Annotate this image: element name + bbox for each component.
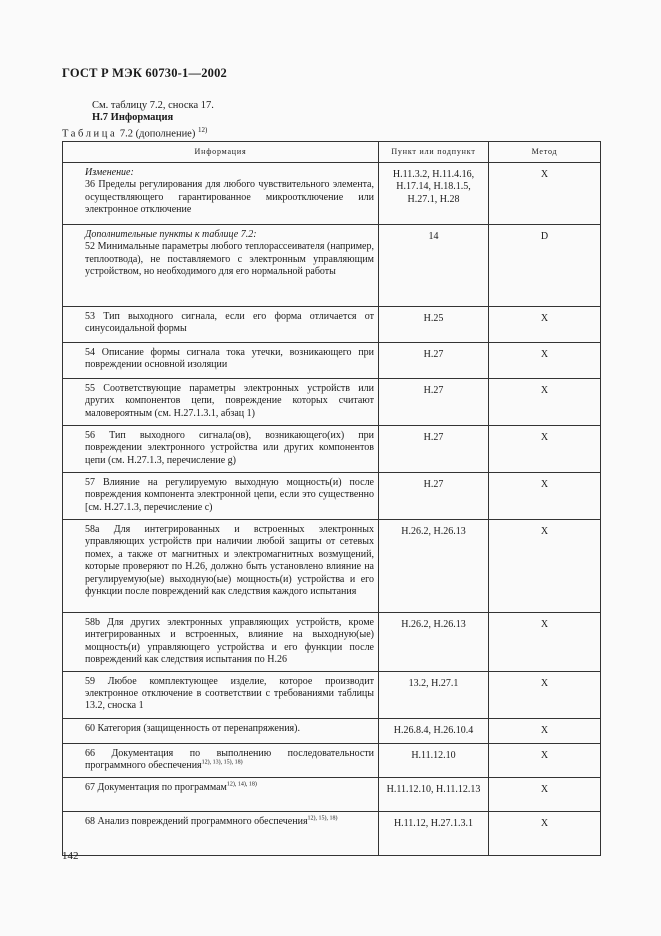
footnote-ref: 12), 13), 15), 18): [201, 760, 243, 767]
caption-text: 7.2 (дополнение): [119, 128, 196, 140]
info-text: [85, 430, 374, 467]
info-text-main: 66 Документация по выполнению последовательности программного обеспечения: [85, 748, 374, 772]
info-cell: [63, 163, 379, 225]
method-cell: X: [489, 718, 601, 743]
table-row: [63, 671, 601, 718]
ref-cell: Н.27: [379, 473, 489, 520]
info-cell: [63, 520, 379, 613]
column-header-info: Информация: [63, 142, 379, 163]
info-text: [85, 524, 374, 598]
info-text-main: 59 Любое комплектующее изделие, которое производит электронное отключение в соответствии с требованиями таблицы 13.2, сноска 1: [85, 675, 374, 712]
method-cell: X: [489, 778, 601, 812]
table-row: [63, 225, 601, 307]
ref-cell: Н.27: [379, 379, 489, 426]
information-table: [62, 141, 601, 856]
table-row: [63, 812, 601, 856]
info-text-main: 58b Для других электронных управляющих устройств, кроме интегрированных и встроенных, влияние на выходную(ые) мощность(и) управляющего устройства и его функции после повреждений как следствия испытания по Н.26: [85, 617, 374, 666]
method-cell: X: [489, 163, 601, 225]
method-cell: X: [489, 613, 601, 672]
method-cell: X: [489, 379, 601, 426]
info-text: [85, 347, 374, 372]
column-header-ref: Пункт или подпункт: [379, 142, 489, 163]
info-text-main: 58а Для интегрированных и встроенных электронных управляющих устройств при наличии любой защиты от сетевых помех, а также от магнитных и электромагнитных возмущений, которые проверяют по Н.26, должно быть установлено влияние на регулируемую(ые) выходную(ые) мощность(и) устройства и его функции после повреждений как следствия каждого испытания: [85, 524, 374, 598]
section-title: Н.7 Информация: [92, 112, 174, 123]
info-text-main: 55 Соответствующие параметры электронных устройств или других компонентов цепи, повреждение которых считают маловероятным (см. Н.27.1.3.1, абзац 1): [85, 383, 374, 419]
table-caption: [62, 126, 207, 140]
footnote-ref: 12), 14), 18): [226, 781, 257, 788]
info-text: [85, 241, 374, 278]
ref-cell: Н.27: [379, 343, 489, 379]
table-row: [63, 613, 601, 672]
ref-cell: Н.26.2, Н.26.13: [379, 520, 489, 613]
footnote-ref: 12), 15), 18): [307, 815, 338, 822]
method-cell: X: [489, 473, 601, 520]
info-text-main: 52 Минимальные параметры любого теплорассеивателя (например, теплоотвода), не поставляемого с электронным управляющим устройством, но необходимого для его нормальной работы: [85, 241, 374, 278]
info-text: [85, 676, 374, 713]
table-row: [63, 379, 601, 426]
ref-cell: Н.11.12.10: [379, 744, 489, 778]
info-text: [85, 179, 374, 216]
table-header-row: [63, 142, 601, 163]
info-text-main: 53 Тип выходного сигнала, если его форма отличается от синусоидальной формы: [85, 311, 374, 335]
info-text-main: 60 Категория (защищенность от перенапряжения).: [85, 722, 300, 734]
info-cell: [63, 307, 379, 343]
caption-footnote: 12): [197, 126, 208, 134]
info-cell: [63, 718, 379, 743]
method-cell: X: [489, 520, 601, 613]
reference-line: См. таблицу 7.2, сноска 17.: [92, 100, 214, 111]
info-cell: [63, 473, 379, 520]
table-row: [63, 744, 601, 778]
table-row: [63, 718, 601, 743]
column-header-method: Метод: [489, 142, 601, 163]
table-row: [63, 520, 601, 613]
method-cell: X: [489, 343, 601, 379]
info-text: [85, 723, 374, 735]
info-cell: [63, 812, 379, 856]
table-row: [63, 473, 601, 520]
table-body: [63, 163, 601, 856]
ref-cell: Н.11.12.10, Н.11.12.13: [379, 778, 489, 812]
table-row: [63, 163, 601, 225]
ref-cell: Н.27: [379, 426, 489, 473]
method-cell: X: [489, 812, 601, 856]
info-cell: [63, 343, 379, 379]
table-row: [63, 307, 601, 343]
ref-cell: 14: [379, 225, 489, 307]
ref-cell: Н.26.8.4, Н.26.10.4: [379, 718, 489, 743]
ref-cell: Н.25: [379, 307, 489, 343]
info-text-main: 57 Влияние на регулируемую выходную мощность(и) после повреждения компонента электронной цепи, если это существенно [см. Н.27.1.3, перечисление с): [85, 477, 374, 513]
method-cell: X: [489, 307, 601, 343]
table-row: [63, 343, 601, 379]
info-cell: [63, 613, 379, 672]
ref-cell: 13.2, Н.27.1: [379, 671, 489, 718]
ref-cell: Н.11.3.2, Н.11.4.16, Н.17.14, Н.18.1.5, Н.27.1, Н.28: [379, 163, 489, 225]
info-cell: [63, 225, 379, 307]
info-text: [85, 477, 374, 514]
info-cell: [63, 778, 379, 812]
info-subheading: Дополнительные пункты к таблице 7.2:: [85, 229, 257, 240]
info-text: [85, 383, 374, 420]
ref-cell: Н.11.12, Н.27.1.3.1: [379, 812, 489, 856]
info-text: [85, 311, 374, 336]
document-header: ГОСТ Р МЭК 60730-1—2002: [62, 66, 227, 80]
info-cell: [63, 379, 379, 426]
table-row: [63, 778, 601, 812]
method-cell: X: [489, 671, 601, 718]
info-text: [85, 782, 374, 794]
method-cell: D: [489, 225, 601, 307]
table-row: [63, 426, 601, 473]
method-cell: X: [489, 426, 601, 473]
info-text: [85, 816, 374, 828]
info-text: [85, 748, 374, 773]
info-text-main: 56 Тип выходного сигнала(ов), возникающего(их) при повреждении электронного устройства или других компонентов цепи (см. Н.27.1.3, перечисление g): [85, 430, 374, 466]
info-cell: [63, 671, 379, 718]
info-text-main: 54 Описание формы сигнала тока утечки, возникающего при повреждении основной изоляции: [85, 347, 374, 371]
ref-cell: Н.26.2, Н.26.13: [379, 613, 489, 672]
info-text-main: 67 Документация по программам: [85, 782, 227, 794]
page-number: 142: [62, 850, 79, 862]
info-cell: [63, 426, 379, 473]
info-subheading: Изменение:: [85, 167, 134, 178]
info-text: [85, 617, 374, 667]
method-cell: X: [489, 744, 601, 778]
info-text-main: 68 Анализ повреждений программного обеспечения: [85, 816, 308, 828]
caption-label: Таблица: [62, 128, 118, 140]
info-text-main: 36 Пределы регулирования для любого чувствительного элемента, осуществляющего гарантированное микроотключение или электронное отключение: [85, 179, 374, 216]
info-cell: [63, 744, 379, 778]
